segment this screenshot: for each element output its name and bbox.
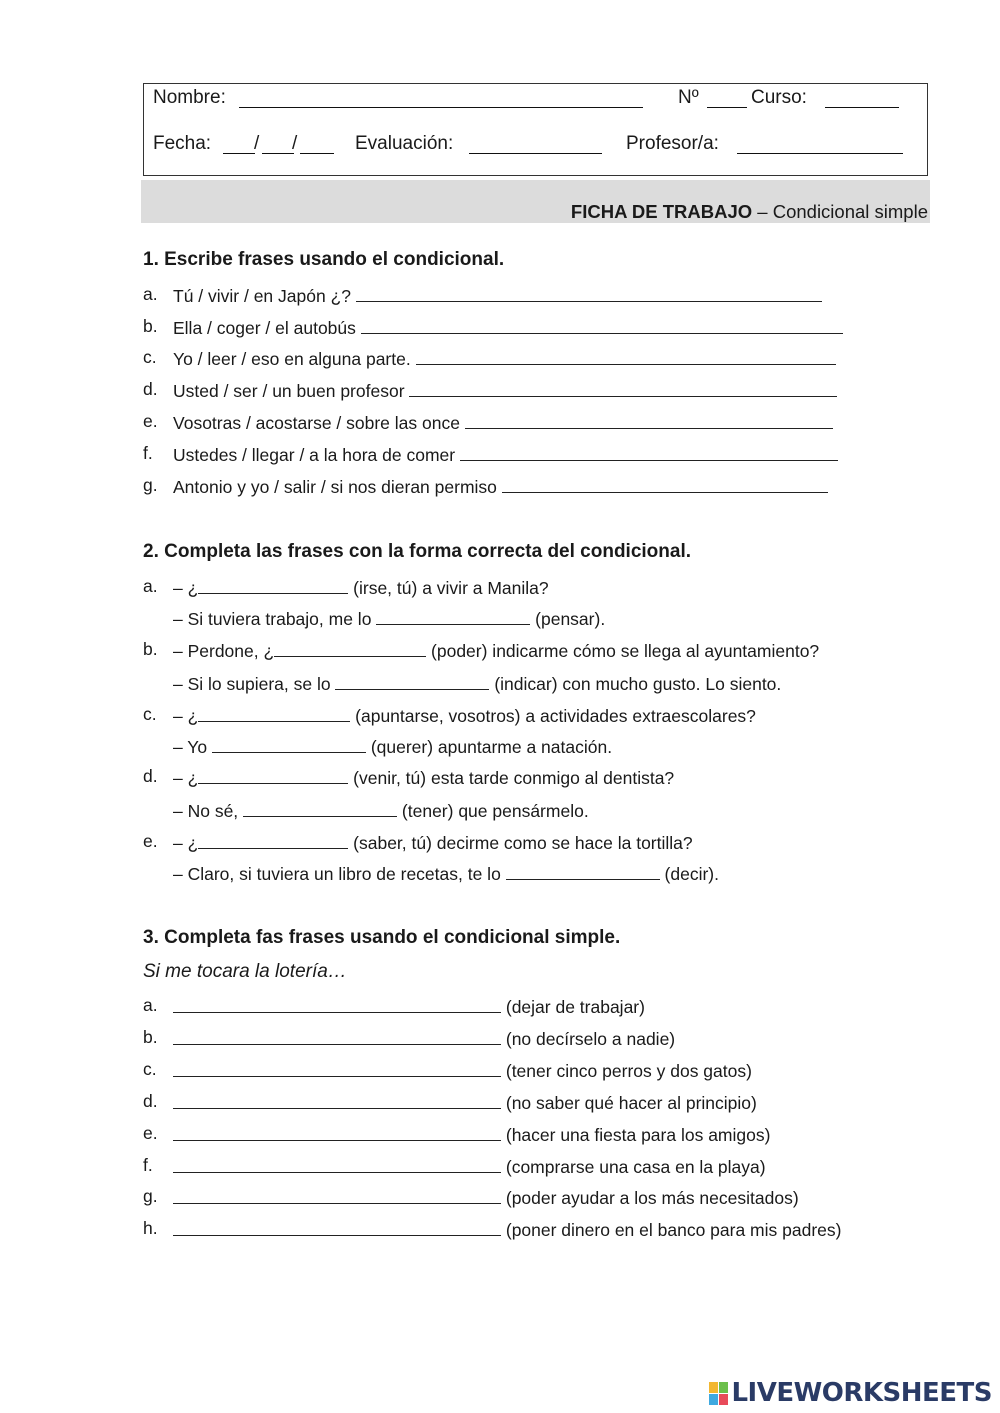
answer-line[interactable]: [212, 735, 366, 753]
verb-hint: (no saber qué hacer al principio): [501, 1093, 757, 1113]
answer-line[interactable]: [502, 475, 828, 493]
answer-line[interactable]: [465, 411, 833, 429]
student-info-box: [143, 83, 928, 176]
item-letter: f.: [143, 1155, 153, 1175]
item-text: Ustedes / llegar / a la hora de comer: [173, 445, 456, 465]
verb-hint: (hacer una fiesta para los amigos): [501, 1125, 771, 1145]
answer-line[interactable]: [173, 1218, 501, 1236]
answer-sentence: [173, 735, 612, 758]
item-letter: e.: [143, 1123, 158, 1143]
answer-line[interactable]: [409, 379, 837, 397]
answer-suffix: (tener) que pensármelo.: [397, 801, 589, 821]
answer-suffix: (indicar) con mucho gusto. Lo siento.: [489, 674, 782, 694]
verb-hint: (dejar de trabajar): [501, 997, 645, 1017]
evaluacion-label: Evaluación:: [355, 133, 454, 154]
answer-prefix: – No sé,: [173, 801, 244, 821]
item-text: Usted / ser / un buen profesor: [173, 381, 405, 401]
profesor-field[interactable]: [737, 135, 903, 154]
answer-sentence: [173, 672, 781, 695]
verb-hint: (poder ayudar a los más necesitados): [501, 1188, 799, 1208]
liveworksheets-logo[interactable]: [709, 1378, 992, 1408]
section-2-heading: 2. Completa las frases con la forma correcta del condicional.: [143, 541, 692, 562]
answer-line[interactable]: [173, 1059, 501, 1077]
fecha-separator: /: [292, 133, 298, 154]
answer-line[interactable]: [243, 799, 397, 817]
answer-line[interactable]: [173, 1155, 501, 1173]
item-letter: g.: [143, 1186, 158, 1206]
answer-line[interactable]: [361, 316, 843, 334]
question-prefix: – ¿: [173, 706, 199, 726]
verb-hint: (poner dinero en el banco para mis padres): [501, 1220, 842, 1240]
question-prefix: – ¿: [173, 578, 199, 598]
answer-line[interactable]: [198, 766, 348, 784]
liveworksheets-logo-icon: [709, 1382, 728, 1405]
answer-line[interactable]: [173, 1027, 501, 1045]
item-letter: d.: [143, 1091, 158, 1111]
answer-line[interactable]: [173, 995, 501, 1013]
item-text: Vosotras / acostarse / sobre las once: [173, 413, 460, 433]
question-prefix: – ¿: [173, 768, 199, 788]
question-suffix: (saber, tú) decirme como se hace la tortilla?: [348, 833, 693, 853]
item-letter: d.: [143, 766, 158, 786]
answer-line[interactable]: [335, 672, 489, 690]
item-letter: b.: [143, 1027, 158, 1047]
fecha-label: Fecha:: [153, 133, 212, 154]
title-bold: FICHA DE TRABAJO: [570, 201, 753, 222]
verb-hint: (comprarse una casa en la playa): [501, 1157, 766, 1177]
answer-prefix: – Yo: [173, 737, 212, 757]
fecha-day-field[interactable]: [223, 135, 255, 154]
profesor-label: Profesor/a:: [626, 133, 719, 154]
item-letter: a.: [143, 995, 158, 1015]
numero-label: Nº: [678, 87, 699, 108]
answer-sentence: [173, 862, 719, 885]
answer-line[interactable]: [356, 284, 822, 302]
item-text: Ella / coger / el autobús: [173, 318, 356, 338]
item-letter: c.: [143, 1059, 157, 1079]
answer-line[interactable]: [416, 347, 836, 365]
item-letter: c.: [143, 704, 157, 724]
answer-suffix: (decir).: [659, 864, 719, 884]
question-suffix: (irse, tú) a vivir a Manila?: [348, 578, 549, 598]
answer-line[interactable]: [198, 831, 348, 849]
item-letter: a.: [143, 576, 158, 596]
numero-field[interactable]: [707, 89, 747, 108]
answer-sentence: [173, 607, 605, 630]
item-letter: e.: [143, 411, 158, 431]
question-suffix: (venir, tú) esta tarde conmigo al dentista?: [348, 768, 675, 788]
answer-line[interactable]: [198, 576, 348, 594]
answer-line[interactable]: [173, 1186, 501, 1204]
question-prefix: – ¿: [173, 833, 199, 853]
item-text: Yo / leer / eso en alguna parte.: [173, 349, 411, 369]
item-letter: a.: [143, 284, 158, 304]
verb-hint: (tener cinco perros y dos gatos): [501, 1061, 752, 1081]
answer-suffix: (querer) apuntarme a natación.: [365, 737, 613, 757]
item-letter: c.: [143, 347, 157, 367]
item-letter: g.: [143, 475, 158, 495]
answer-suffix: (pensar).: [530, 609, 606, 629]
title-rest: – Condicional simple: [752, 201, 928, 222]
section-3-intro: Si me tocara la lotería…: [143, 961, 347, 982]
nombre-label: Nombre:: [153, 87, 226, 108]
curso-label: Curso:: [751, 87, 807, 108]
answer-line[interactable]: [506, 862, 660, 880]
item-letter: b.: [143, 316, 158, 336]
item-text: Antonio y yo / salir / si nos dieran permiso: [173, 477, 497, 497]
item-letter: h.: [143, 1218, 158, 1238]
section-1-heading: 1. Escribe frases usando el condicional.: [143, 249, 505, 270]
verb-hint: (no decírselo a nadie): [501, 1029, 676, 1049]
section-3-heading: 3. Completa fas frases usando el condicional simple.: [143, 927, 621, 948]
answer-sentence: [173, 799, 589, 822]
fecha-year-field[interactable]: [300, 135, 334, 154]
item-letter: e.: [143, 831, 158, 851]
item-letter: d.: [143, 379, 158, 399]
answer-line[interactable]: [376, 607, 530, 625]
answer-line[interactable]: [198, 704, 350, 722]
item-text: Tú / vivir / en Japón ¿?: [173, 286, 351, 306]
question-suffix: (poder) indicarme cómo se llega al ayuntamiento?: [426, 641, 820, 661]
logo-text: LIVEWORKSHEETS: [731, 1378, 992, 1408]
question-suffix: (apuntarse, vosotros) a actividades extraescolares?: [350, 706, 756, 726]
worksheet-title: [571, 201, 928, 223]
answer-line[interactable]: [460, 443, 838, 461]
item-letter: b.: [143, 639, 158, 659]
question-prefix: – Perdone, ¿: [173, 641, 275, 661]
answer-line[interactable]: [173, 1123, 501, 1141]
curso-field[interactable]: [825, 89, 899, 108]
nombre-field[interactable]: [239, 89, 643, 108]
fecha-separator: /: [254, 133, 260, 154]
answer-line[interactable]: [173, 1091, 501, 1109]
fecha-month-field[interactable]: [262, 135, 294, 154]
answer-prefix: – Claro, si tuviera un libro de recetas, te lo: [173, 864, 506, 884]
answer-line[interactable]: [274, 639, 426, 657]
answer-prefix: – Si tuviera trabajo, me lo: [173, 609, 377, 629]
answer-prefix: – Si lo supiera, se lo: [173, 674, 336, 694]
item-letter: f.: [143, 443, 153, 463]
worksheet-title-bar: [141, 180, 930, 223]
evaluacion-field[interactable]: [469, 135, 602, 154]
